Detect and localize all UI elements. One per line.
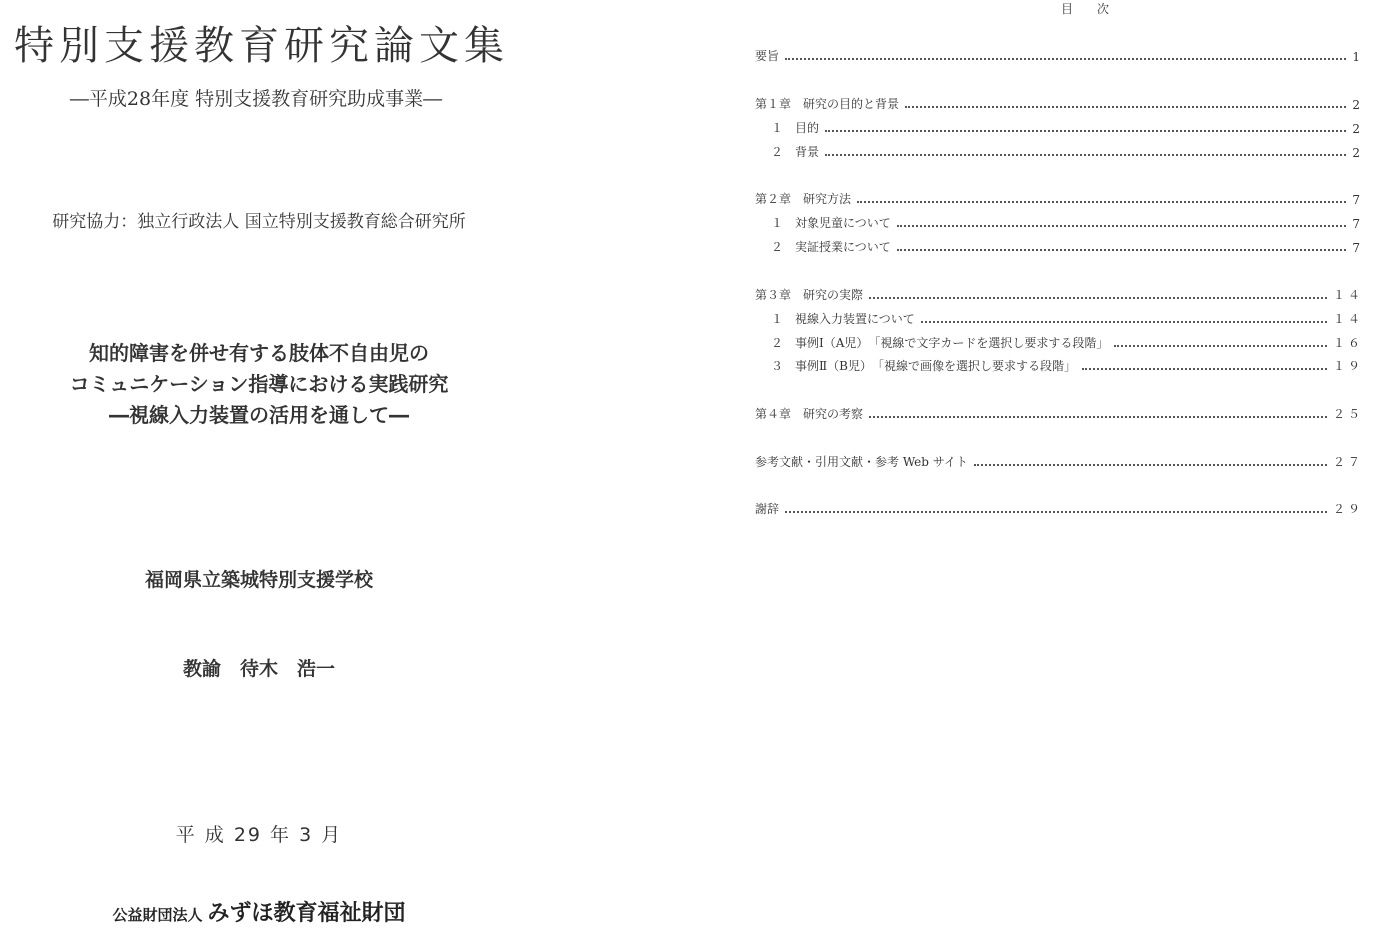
toc-entry-label: 謝辞 [755,502,780,516]
toc-entry-label: 第３章 研究の実際 [755,288,864,302]
theme-line: コミュニケーション指導における実践研究 [69,372,449,396]
toc-leader-dots [1114,344,1327,347]
toc-entry [755,189,1363,207]
toc-entry [755,285,1363,303]
toc-entry [755,404,1363,422]
toc-entry [755,94,1363,112]
toc-leader-dots [785,510,1327,513]
toc-entry-page: ２５ [1332,407,1363,421]
theme-line: 知的障害を併せ有する肢体不自由児の [89,341,429,365]
toc-leader-dots [785,57,1346,60]
toc-leader-dots [905,105,1346,108]
toc-entry-page: 2 [1352,122,1363,136]
toc-entry [755,452,1363,470]
toc-entry [755,499,1363,517]
toc-entry [755,118,1363,136]
cover-subtitle: ―平成28年度 特別支援教育研究助成事業― [69,88,443,110]
toc-entry [755,213,1363,231]
toc-leader-dots [1082,367,1327,370]
toc-entry [755,46,1363,64]
research-theme [0,338,518,431]
toc-entry-page: 7 [1352,193,1363,207]
toc-leader-dots [857,200,1346,203]
school-name: 福岡県立築城特別支援学校 [144,569,373,591]
foundation-name: みずほ教育福祉財団 [207,901,406,926]
toc-entry-page: １４ [1332,288,1363,302]
toc-entry-label: 要旨 [755,49,780,63]
toc-leader-dots [825,129,1346,132]
toc-entry-page: １４ [1332,312,1363,326]
toc-entry-label: 第４章 研究の考察 [755,407,864,421]
toc-leader-dots [869,296,1327,299]
toc-entry-label: 第２章 研究方法 [755,192,852,206]
cover-page [0,0,520,930]
table-of-contents [755,0,1365,930]
toc-entry-page: １６ [1332,336,1363,350]
toc-entry [755,309,1363,327]
toc-entry-page: 1 [1352,50,1363,64]
toc-leader-dots [897,248,1347,251]
toc-entry-page: 2 [1352,98,1363,112]
toc-leader-dots [825,153,1346,156]
toc-entry-label: ２ 背景 [771,145,820,159]
toc-leader-dots [921,320,1327,323]
toc-entry-page: ２９ [1332,502,1363,516]
toc-entry-label: ３ 事例Ⅱ（B児） 「視線で画像を選択し要求する段階」 [771,359,1076,373]
toc-entry-page: ２７ [1332,455,1363,469]
toc-leader-dots [869,415,1327,418]
toc-heading: 目 次 [1060,2,1109,16]
toc-entry [755,237,1363,255]
toc-entry-page: １９ [1332,359,1363,373]
toc-entry-page: 7 [1352,241,1363,255]
toc-entry-page: 7 [1352,217,1363,231]
cover-title: 特別支援教育研究論文集 [14,23,509,69]
toc-entry [755,333,1363,351]
research-cooperation: 研究協力：独立行政法人 国立特別支援教育総合研究所 [52,212,466,232]
author-name: 教諭 待木 浩一 [182,658,335,680]
toc-entry-page: 2 [1352,146,1363,160]
publication-date: 平 成 29 年 3 月 [175,824,343,846]
toc-entry-label: ２ 事例Ⅰ（A児） 「視線で文字カードを選択し要求する段階」 [771,336,1109,350]
toc-leader-dots [897,224,1347,227]
foundation [0,896,518,927]
toc-entry-label: 第１章 研究の目的と背景 [755,97,900,111]
toc-entry-label: 参考文献・引用文献・参考 Web サイト [755,455,968,469]
foundation-type: 公益財団法人 [112,906,203,924]
toc-entry-label: １ 対象児童について [771,216,891,230]
theme-line: ―視線入力装置の活用を通して― [109,403,409,427]
toc-leader-dots [974,463,1327,466]
toc-entry [755,356,1363,374]
toc-entry-label: １ 視線入力装置について [771,312,915,326]
toc-entry-label: ２ 実証授業について [771,240,891,254]
toc-entry [755,142,1363,160]
toc-entry-label: １ 目的 [771,121,820,135]
